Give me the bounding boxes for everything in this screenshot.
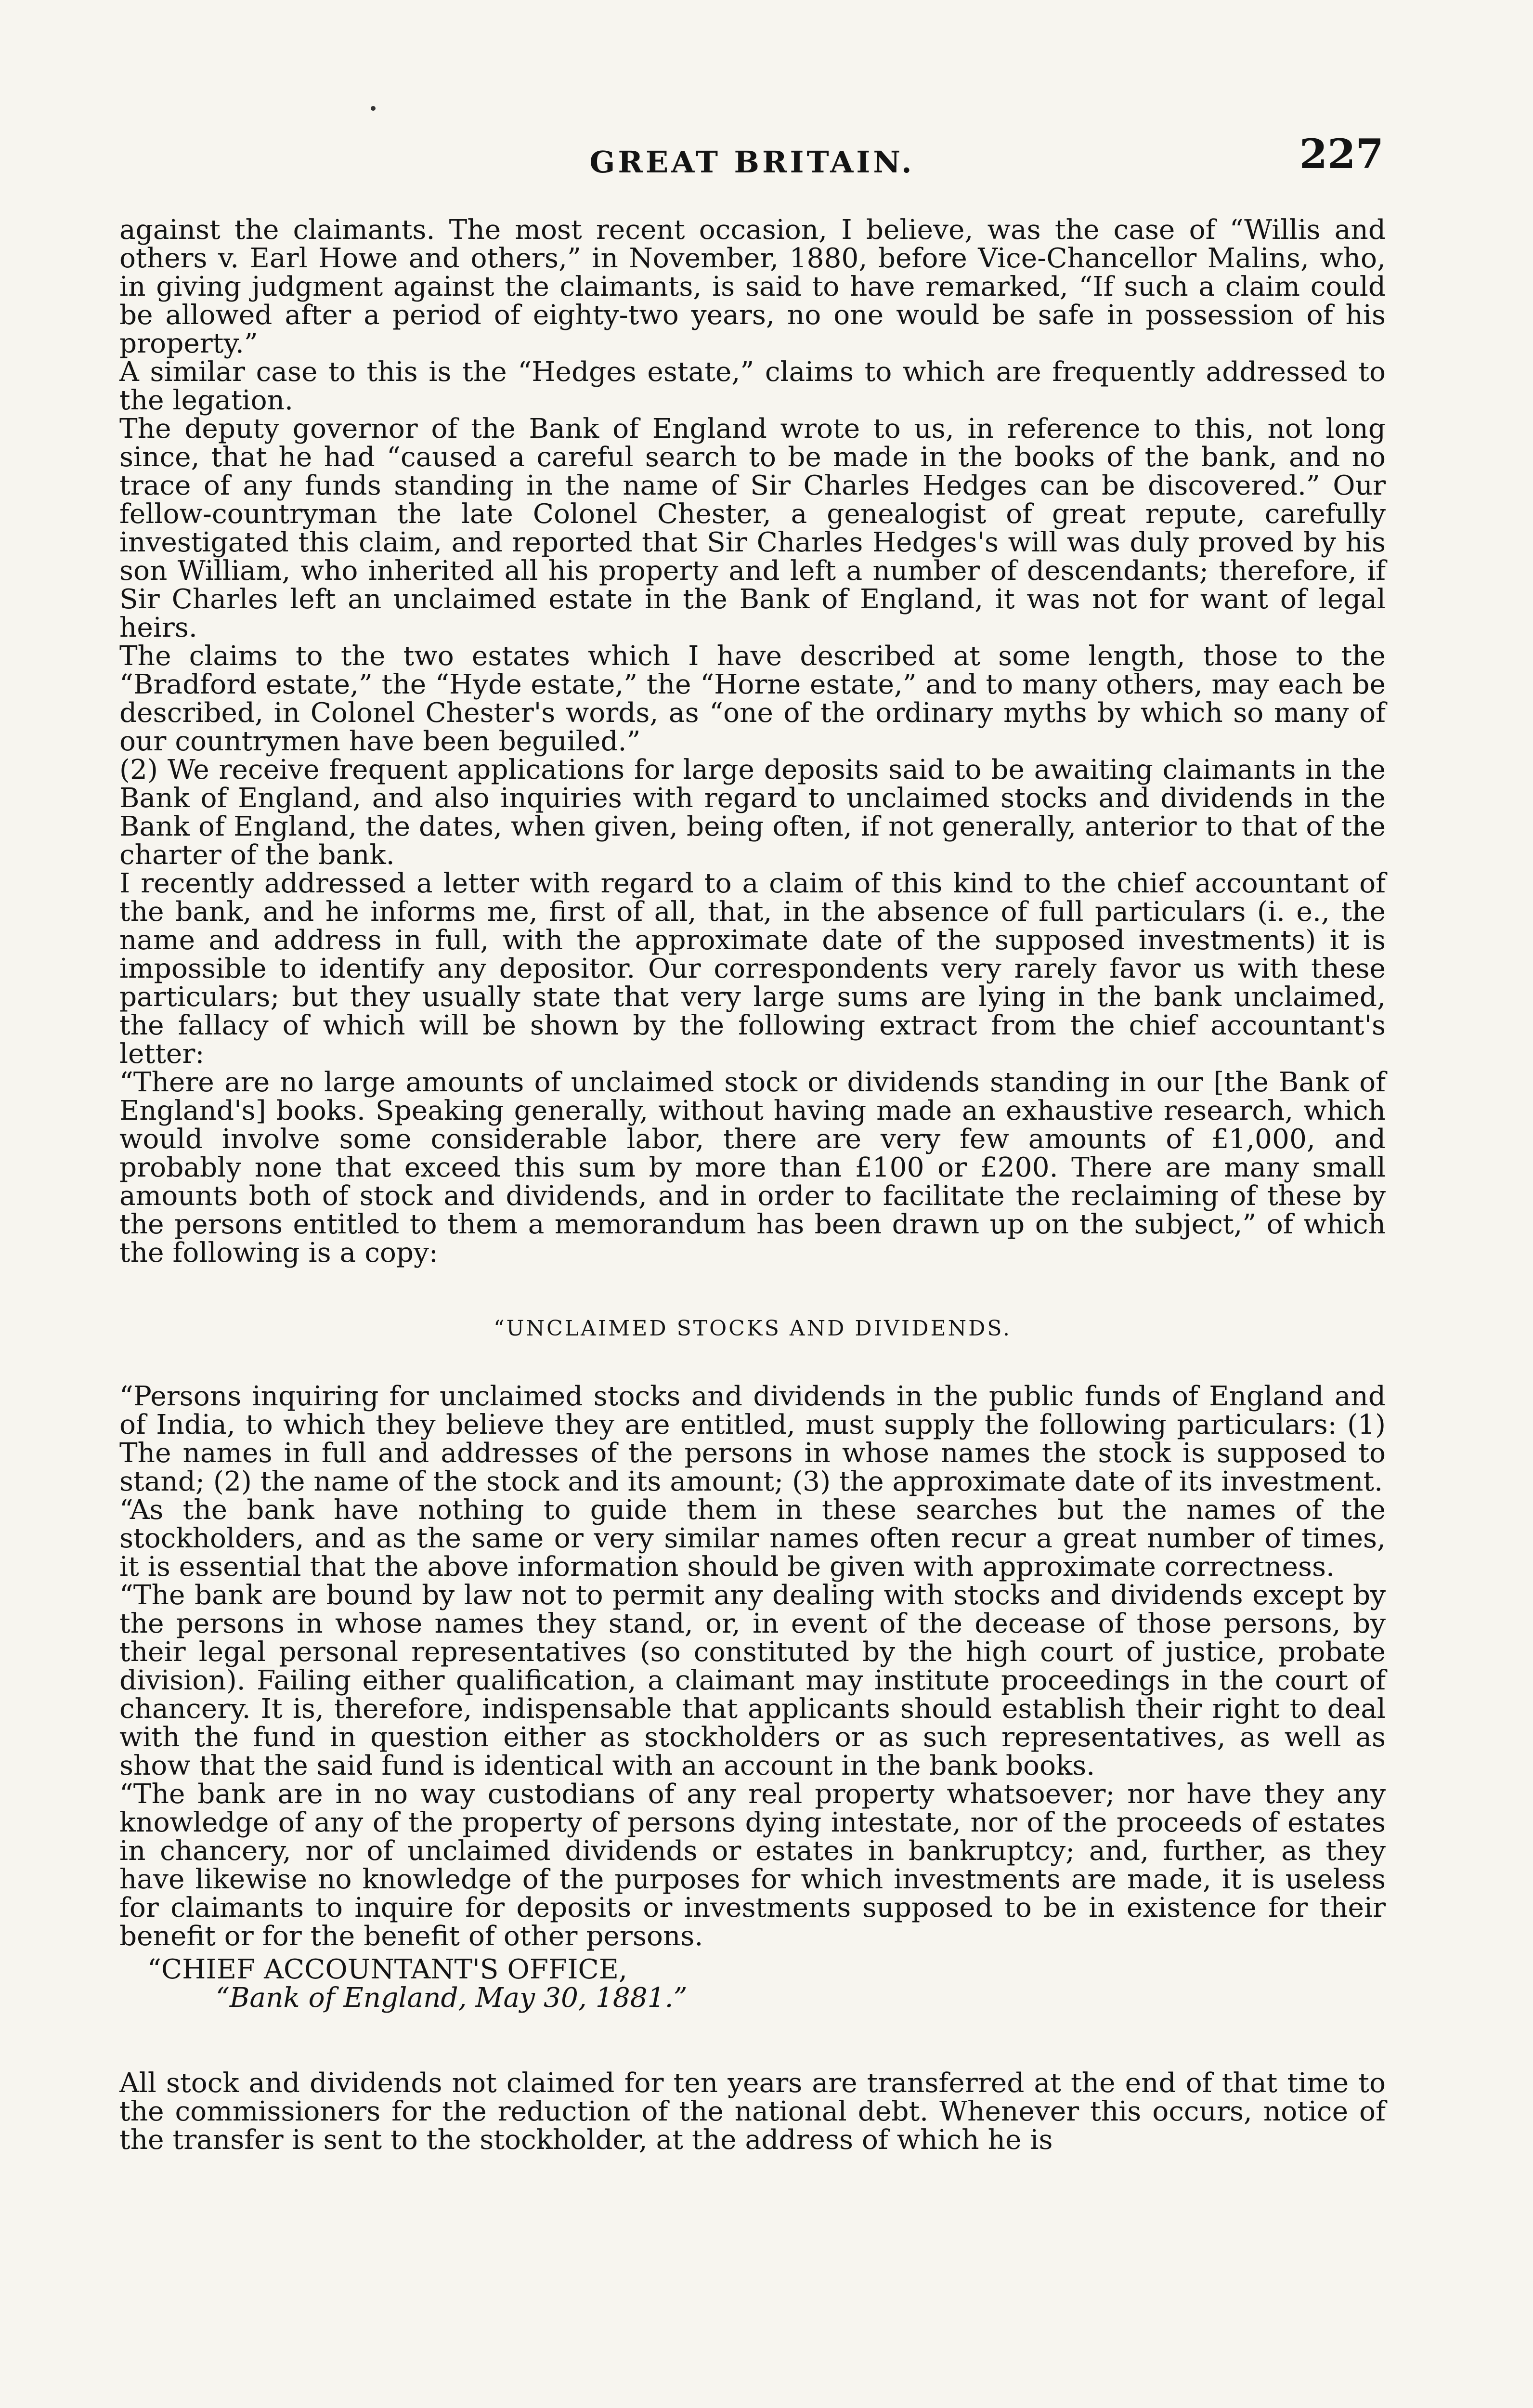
paragraph: (2) We receive frequent applications for large deposits said to be awaiting claimants in the Bank of England, and also inquiries with regard to unclaimed stocks and dividends in the Bank of England, the dates, when given, being often, if not generally, anterior to that of the charter of the bank.: [119, 754, 1386, 871]
memorandum-paragraph: “The bank are bound by law not to permit any dealing with stocks and dividends except by the persons in whose names they stand, or, in event of the decease of those persons, by their legal personal representatives (so constituted by the high court of justice, probate division). Failing either qualification, a claimant may institute proceedings in the court of chancery. It is, therefore, indispensable that applicants should establish their right to deal with the fund in question either as stockholders or as such representatives, as well as show that the said fund is identical with an account in the bank books.: [119, 1580, 1386, 1781]
page-body: [119, 216, 1386, 2154]
memorandum-paragraph: “The bank are in no way custodians of any real property whatsoever; nor have they any knowledge of any of the property of persons dying intestate, nor of the proceeds of estates in chancery, nor of unclaimed dividends or estates in bankruptcy; and, further, as they have likewise no knowledge of the purposes for which investments are made, it is useless for claimants to inquire for deposits or investments supposed to be in existence for their benefit or for the benefit of other persons.: [119, 1779, 1386, 1952]
paragraph: The deputy governor of the Bank of England wrote to us, in reference to this, not long since, that he had “caused a careful search to be made in the books of the bank, and no trace of any funds standing in the name of Sir Charles Hedges can be discovered.” Our fellow-countryman the late Colonel Chester, a genealogist of great repute, carefully investigated this claim, and reported that Sir Charles Hedges's will was duly proved by his son William, who inherited all his property and left a number of descendants; therefore, if Sir Charles left an unclaimed estate in the Bank of England, it was not for want of legal heirs.: [119, 413, 1386, 643]
paragraph: A similar case to this is the “Hedges estate,” claims to which are frequently addressed to the legation.: [119, 356, 1386, 416]
paragraph: The claims to the two estates which I have described at some length, those to the “Bradford estate,” the “Hyde estate,” the “Horne estate,” and to many others, may each be described, in Colonel Chester's words, as “one of the ordinary myths by which so many of our countrymen have been beguiled.”: [119, 641, 1386, 757]
ink-speck: [371, 106, 376, 111]
page-header: [120, 130, 1384, 188]
signature-place-date: “Bank of England, May 30, 1881.”: [216, 1982, 688, 2014]
paragraph: against the claimants. The most recent occasion, I believe, was the case of “Willis and others v. Earl Howe and others,” in November, 1880, before Vice-Chancellor Malins, who, in giving judgment against the claimants, is said to have remarked, “If such a claim could be allowed after a period of eighty-two years, no one would be safe in possession of his property.”: [119, 214, 1386, 359]
memorandum-paragraph: “Persons inquiring for unclaimed stocks and dividends in the public funds of England and of India, to which they believe they are entitled, must supply the following particulars: (1) The names in full and addresses of the persons in whose names the stock is supposed to stand; (2) the name of the stock and its amount; (3) the approximate date of its investment.: [119, 1381, 1386, 1497]
paragraph: I recently addressed a letter with regard to a claim of this kind to the chief accountant of the bank, and he informs me, first of all, that, in the absence of full particulars (i. e., the name and address in full, with the approximate date of the supposed investments) it is impossible to identify any depositor. Our correspondents very rarely favor us with these particulars; but they usually state that very large sums are lying in the bank unclaimed, the fallacy of which will be shown by the following extract from the chief accountant's letter:: [119, 868, 1386, 1070]
page-number: 227: [1299, 130, 1384, 178]
closing-paragraph: All stock and dividends not claimed for ten years are transferred at the end of that time to the commissioners for the reduction of the national debt. Whenever this occurs, notice of the transfer is sent to the stockholder, at the address of which he is: [119, 2068, 1386, 2156]
running-head: GREAT BRITAIN.: [589, 144, 915, 180]
memorandum-paragraph: “As the bank have nothing to guide them in these searches but the names of the stockholders, and as the same or very similar names often recur a great number of times, it is essential that the above information should be given with approximate correctness.: [119, 1494, 1386, 1583]
signature-office: “CHIEF ACCOUNTANT'S OFFICE,: [147, 1954, 627, 1985]
section-title: “UNCLAIMED STOCKS AND DIVIDENDS.: [494, 1316, 1012, 1341]
paragraph: “There are no large amounts of unclaimed stock or dividends standing in our [the Bank of England's] books. Speaking generally, without having made an exhaustive research, which would involve some considerable labor, there are very few amounts of £1,000, and probably none that exceed this sum by more than £100 or £200. There are many small amounts both of stock and dividends, and in order to facilitate the reclaiming of these by the persons entitled to them a memorandum has been drawn up on the subject,” of which the following is a copy:: [119, 1067, 1386, 1269]
